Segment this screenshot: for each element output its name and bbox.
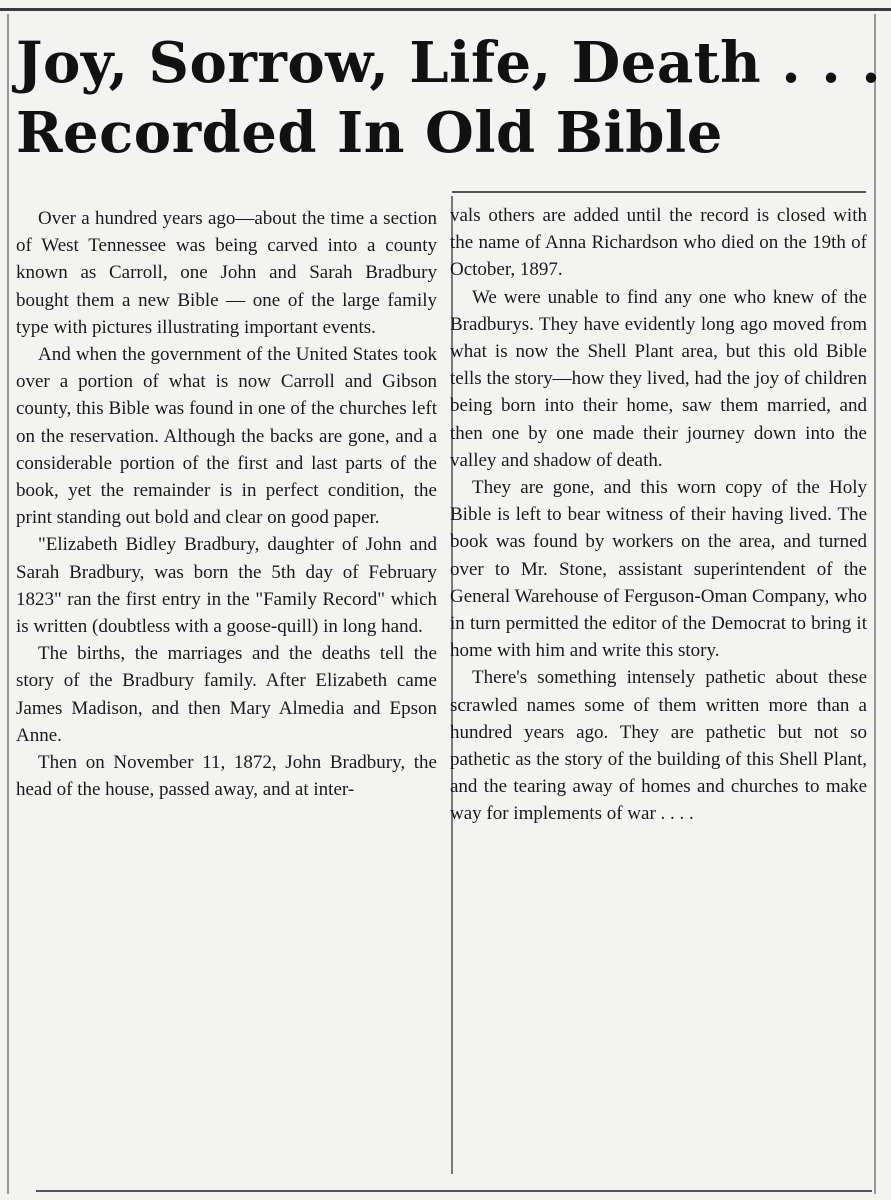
paragraph: There's something intensely pathetic about these scrawled names some of them written more than a hundred years ago. They are pathetic but not so pathetic as the story of the building of this Shell Plant, and the tearing away of homes and churches to make way for implements of war . . . .	[450, 667, 867, 825]
right-column	[450, 202, 867, 828]
left-column	[16, 205, 437, 803]
paragraph: The births, the marriages and the deaths tell the story of the Bradbury family. After Elizabeth came James Madison, and then Mary Almedia and Epson Anne.	[16, 643, 437, 746]
paragraph: Over a hundred years ago—about the time a section of West Tennessee was being carved into a county known as Carroll, one John and Sarah Bradbury bought them a new Bible — one of the large family type with pictures illustrating important events.	[16, 208, 437, 338]
paragraph: We were unable to find any one who knew of the Bradburys. They have evidently long ago moved from what is now the Shell Plant area, but this old Bible tells the story—how they lived, had the joy of children being born into their home, saw them married, and then one by one made their journey down into the valley and shadow of death.	[450, 286, 867, 471]
paragraph: And when the government of the United States took over a portion of what is now Carroll and Gibson county, this Bible was found in one of the churches left on the reservation. Although the backs are gone, and a considerable portion of the first and last parts of the book, yet the remainder is in perfect condition, the print standing out bold and clear on good paper.	[16, 344, 437, 529]
left-border-line	[7, 14, 9, 1194]
top-rule	[0, 8, 891, 11]
right-border-line	[874, 14, 876, 1194]
paragraph: Then on November 11, 1872, John Bradbury, the head of the house, passed away, and at inter-	[16, 752, 437, 801]
paragraph: "Elizabeth Bidley Bradbury, daughter of John and Sarah Bradbury, was born the 5th day of February 1823" ran the first entry in the "Family Record" which is written (doubtless with a goose-quill) in long hand.	[16, 534, 437, 638]
paragraph: They are gone, and this worn copy of the Holy Bible is left to bear witness of their having lived. The book was found by workers on the area, and turned over to Mr. Stone, assistant superintendent of the General Warehouse of Ferguson-Oman Company, who in turn permitted the editor of the Democrat to bring it home with him and write this story.	[450, 477, 867, 662]
paragraph: vals others are added until the record is closed with the name of Anna Richardson who died on the 19th of October, 1897.	[450, 205, 867, 281]
headline-line-2: Recorded In Old Bible	[16, 100, 723, 166]
headline-rule	[452, 191, 866, 193]
bottom-rule	[36, 1190, 872, 1192]
headline-line-1: Joy, Sorrow, Life, Death . . .	[16, 30, 882, 96]
headline	[16, 28, 882, 168]
